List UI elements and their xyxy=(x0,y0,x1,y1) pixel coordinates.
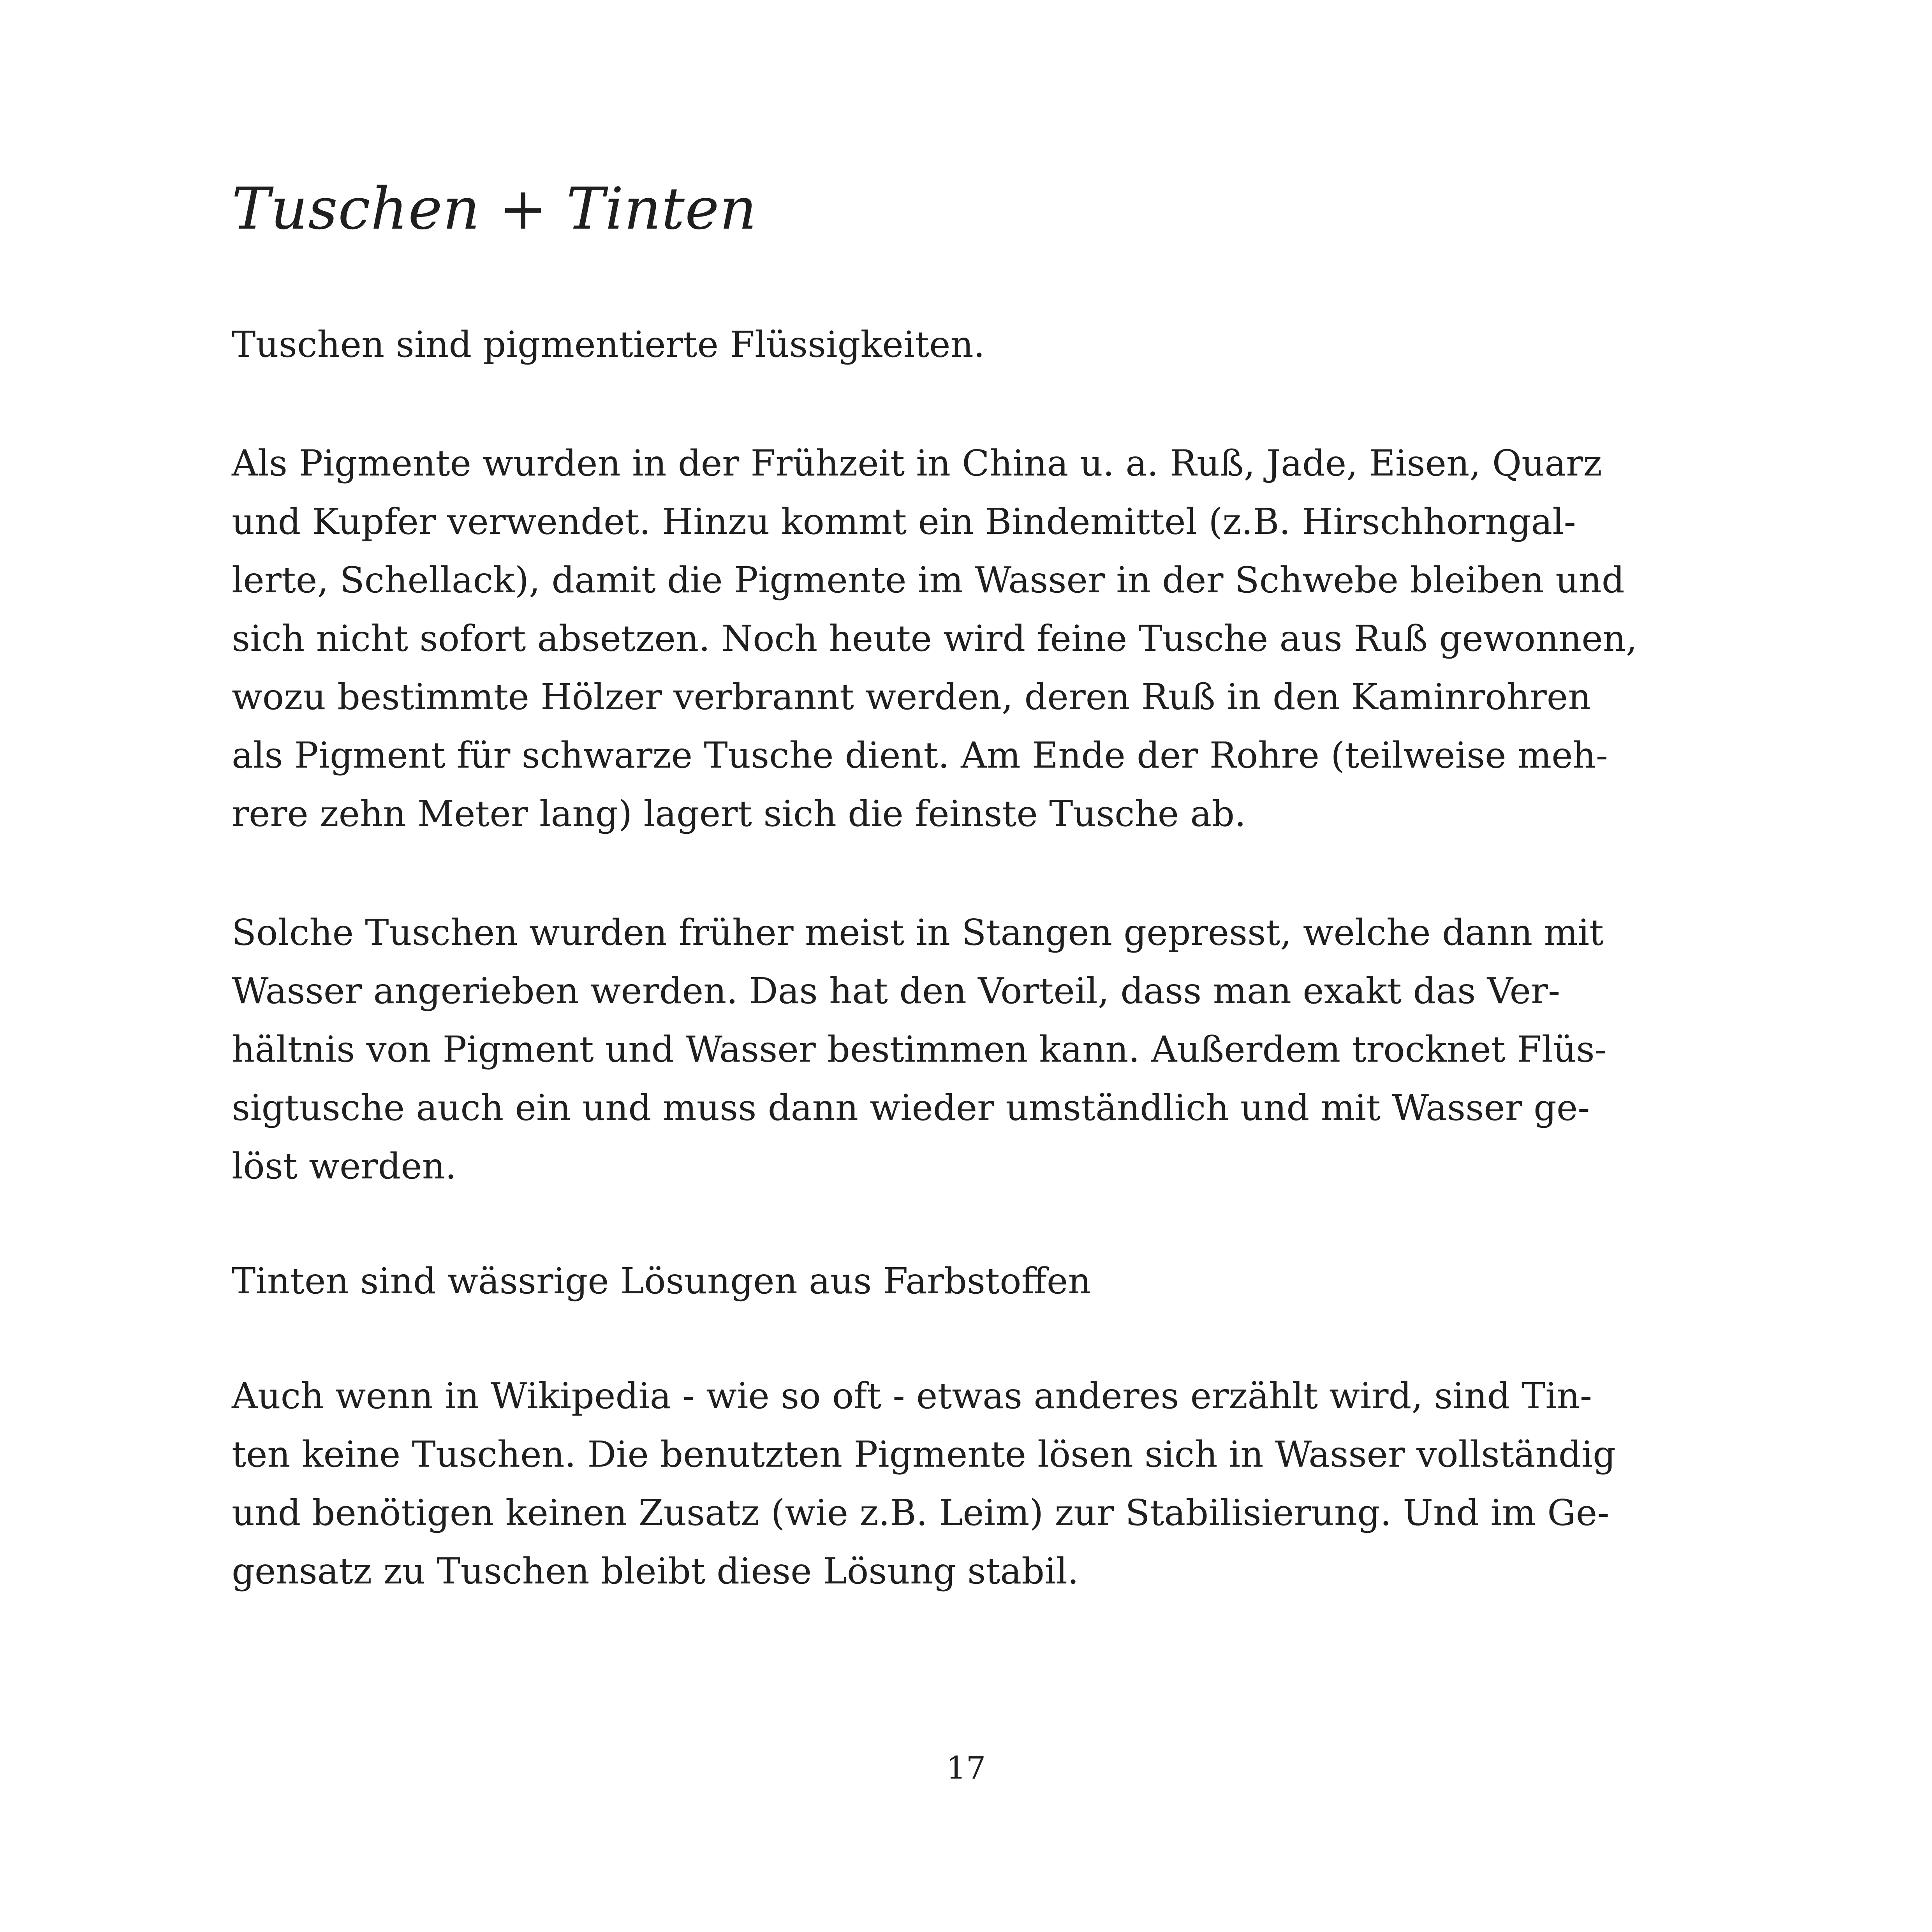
text-line: sich nicht sofort absetzen. Noch heute wird feine Tusche aus Ruß gewonnen, xyxy=(232,618,1638,659)
text-line: hältnis von Pigment und Wasser bestimmen kann. Außerdem trocknet Flüs- xyxy=(232,1029,1607,1070)
text-line: als Pigment für schwarze Tusche dient. Am Ende der Rohre (teilweise meh- xyxy=(232,734,1608,776)
text-line: Tuschen sind pigmentierte Flüssigkeiten. xyxy=(232,324,985,365)
paragraph-1 xyxy=(232,315,1712,374)
text-line: Auch wenn in Wikipedia - wie so oft - etwas anderes erzählt wird, sind Tin- xyxy=(232,1375,1592,1417)
text-line: Tinten sind wässrige Lösungen aus Farbstoffen xyxy=(232,1260,1091,1302)
text-line: gensatz zu Tuschen bleibt diese Lösung stabil. xyxy=(232,1550,1079,1592)
text-line: wozu bestimmte Hölzer verbrannt werden, deren Ruß in den Kaminrohren xyxy=(232,676,1591,718)
text-line: und benötigen keinen Zusatz (wie z.B. Leim) zur Stabilisierung. Und im Ge- xyxy=(232,1492,1610,1534)
paragraph-4 xyxy=(232,1252,1712,1310)
paragraph-5 xyxy=(232,1367,1712,1601)
page-title: Tuschen + Tinten xyxy=(232,175,757,242)
text-line: rere zehn Meter lang) lagert sich die feinste Tusche ab. xyxy=(232,793,1246,835)
page-number: 17 xyxy=(946,1750,986,1786)
text-line: Wasser angerieben werden. Das hat den Vorteil, dass man exakt das Ver- xyxy=(232,970,1560,1012)
paragraph-2 xyxy=(232,434,1712,843)
text-line: Als Pigmente wurden in der Frühzeit in China u. a. Ruß, Jade, Eisen, Quarz xyxy=(232,442,1602,484)
text-line: sigtusche auch ein und muss dann wieder umständlich und mit Wasser ge- xyxy=(232,1087,1590,1129)
text-line: löst werden. xyxy=(232,1145,457,1187)
text-line: und Kupfer verwendet. Hinzu kommt ein Bindemittel (z.B. Hirschhorngal- xyxy=(232,501,1576,542)
paragraph-3 xyxy=(232,903,1712,1196)
text-line: lerte, Schellack), damit die Pigmente im Wasser in der Schwebe bleiben und xyxy=(232,559,1625,601)
text-line: Solche Tuschen wurden früher meist in Stangen gepresst, welche dann mit xyxy=(232,912,1604,953)
text-line: ten keine Tuschen. Die benutzten Pigmente lösen sich in Wasser vollständig xyxy=(232,1434,1616,1475)
